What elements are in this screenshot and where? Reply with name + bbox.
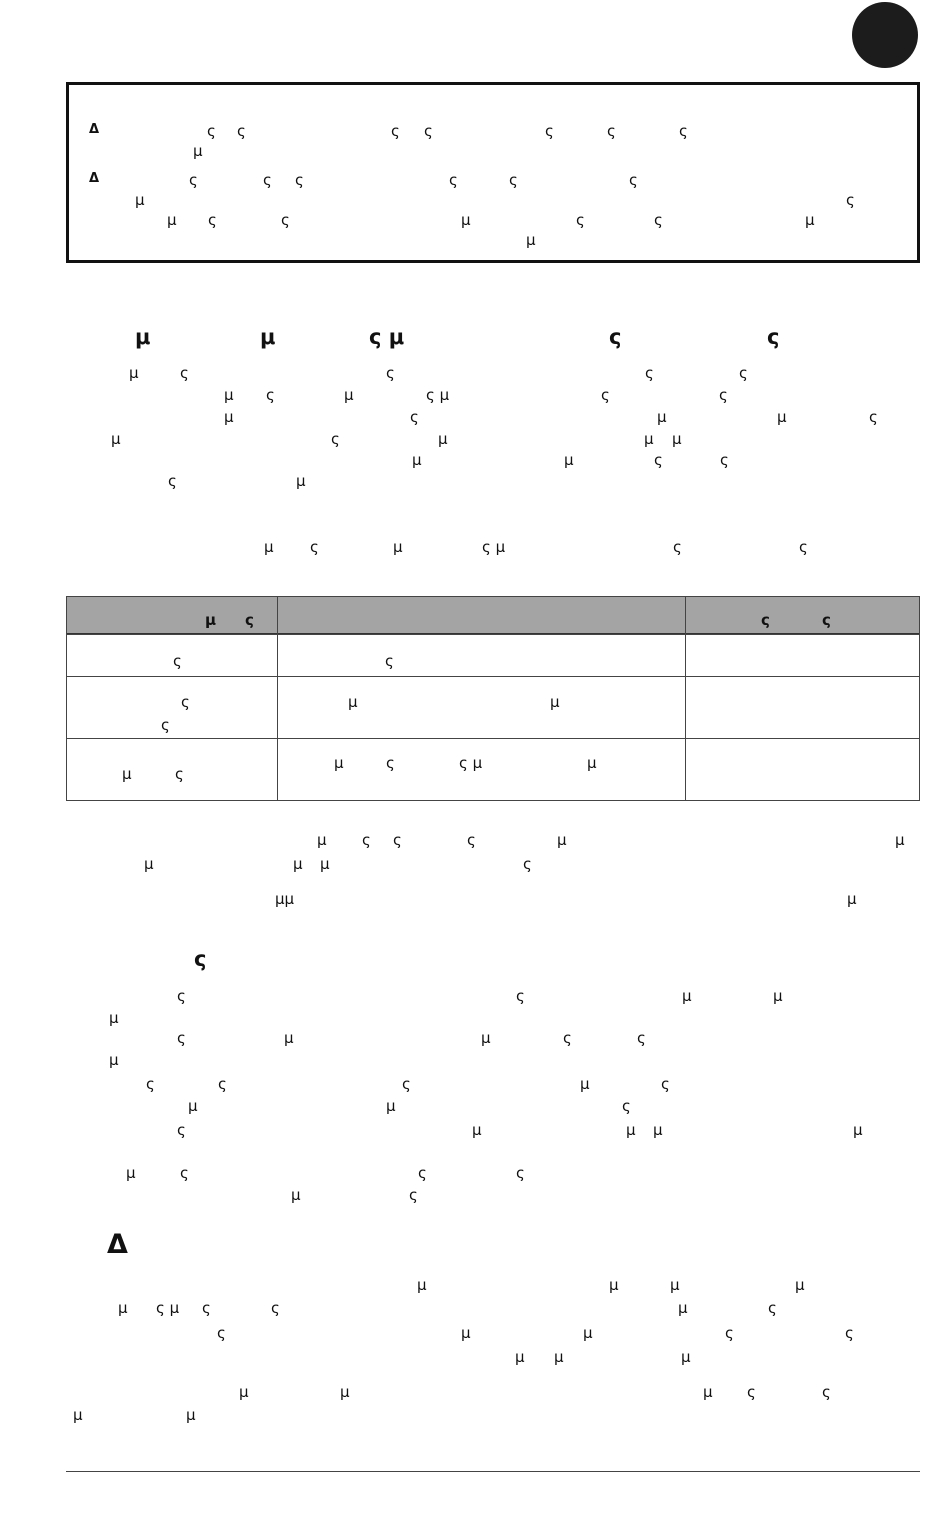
data-table [66,596,920,801]
table-border [66,634,920,635]
body-glyph: ς [177,1121,186,1139]
body-glyph: μ [340,1383,350,1401]
body-glyph: ς [180,364,189,382]
body-glyph: ς [601,386,610,404]
body-glyph: ς [177,987,186,1005]
body-glyph: μ [144,855,154,873]
body-glyph: μ [653,1121,663,1139]
body-glyph: ς μ [156,1299,180,1317]
notice-glyph: ς [207,122,216,140]
body-glyph: μ [795,1276,805,1294]
body-glyph: μ [224,386,234,404]
body-glyph: ς [661,1075,670,1093]
body-glyph: μ [682,987,692,1005]
table-cell-glyph: μ [348,693,358,711]
footer-rule [66,1471,920,1472]
body-glyph: ς [177,1029,186,1047]
section2-heading: ς [194,947,207,971]
body-glyph: μ [111,430,121,448]
body-glyph: μ [580,1075,590,1093]
notice-glyph: ς [189,171,198,189]
body-glyph: ς [418,1164,427,1182]
body-glyph: μ [264,538,274,556]
table-border [919,596,920,801]
body-glyph: μ [847,890,857,908]
notice-glyph: ς [424,122,433,140]
body-glyph: μ [393,538,403,556]
body-glyph: ς [331,430,340,448]
body-glyph: μ [895,831,905,849]
body-glyph: ς [202,1299,211,1317]
notice-glyph: ς [509,171,518,189]
notice-glyph: ς [607,122,616,140]
section1-heading-glyph: ς μ [369,325,405,349]
notice-glyph: ς [629,171,638,189]
page-badge-circle [852,2,918,68]
body-glyph: ς [645,364,654,382]
body-glyph: μ [239,1383,249,1401]
body-glyph: μ [472,1121,482,1139]
body-glyph: μ [73,1406,83,1424]
body-glyph: μ [109,1051,119,1069]
body-glyph: ς [410,408,419,426]
body-glyph: μ [609,1276,619,1294]
table-header-glyph: ς [761,611,770,629]
body-glyph: μ [461,1324,471,1342]
table-cell-glyph: ς [173,652,182,670]
body-glyph: ς [168,472,177,490]
body-glyph: μ [344,386,354,404]
notice-glyph: Δ [89,171,100,186]
body-glyph: μ [224,408,234,426]
body-glyph: μ [386,1097,396,1115]
notice-glyph: ς [576,211,585,229]
body-glyph: ς μ [426,386,450,404]
table-header-glyph: μ [205,611,217,629]
section1-heading-glyph: ς [609,325,622,349]
body-glyph: μ [670,1276,680,1294]
table-border [685,596,686,801]
body-glyph: μ [438,430,448,448]
notice-glyph: ς [208,211,217,229]
body-glyph: μ [291,1186,301,1204]
table-border [277,596,278,801]
body-glyph: μ [515,1348,525,1366]
table-header-glyph: ς [822,611,831,629]
body-glyph: μ [293,855,303,873]
body-glyph: ς [822,1383,831,1401]
table-border [66,676,920,677]
table-header-row [66,596,920,634]
body-glyph: ς [217,1324,226,1342]
table-cell-glyph: ς [161,716,170,734]
notice-glyph: μ [193,142,203,160]
body-glyph: ς [637,1029,646,1047]
section3-heading: Δ [107,1229,128,1260]
body-glyph: μ [557,831,567,849]
body-glyph: μ [186,1406,196,1424]
body-glyph: ς [180,1164,189,1182]
section1-heading-glyph: ς [767,325,780,349]
body-glyph: ς [563,1029,572,1047]
body-glyph: μ [188,1097,198,1115]
body-glyph: μ [583,1324,593,1342]
body-glyph: μ [412,451,422,469]
body-glyph: ς [362,831,371,849]
body-glyph: ς [719,386,728,404]
body-glyph: ς [467,831,476,849]
table-border [66,800,920,801]
body-glyph: μ [777,408,787,426]
body-glyph: μ [672,430,682,448]
body-glyph: ς [523,855,532,873]
body-glyph: ς [747,1383,756,1401]
body-glyph: μ [626,1121,636,1139]
body-glyph: ς μ [482,538,506,556]
body-glyph: μ [678,1299,688,1317]
notice-glyph: μ [135,191,145,209]
notice-glyph: Δ [89,122,100,137]
table-cell-glyph: ς [386,754,395,772]
table-border [66,596,920,597]
body-glyph: ς [768,1299,777,1317]
body-glyph: μ [481,1029,491,1047]
body-glyph: ς [516,987,525,1005]
body-glyph: μ [109,1009,119,1027]
notice-glyph: ς [391,122,400,140]
section1-heading-glyph: μ [260,325,276,349]
body-glyph: μ [554,1348,564,1366]
notice-glyph: μ [805,211,815,229]
body-glyph: μ [644,430,654,448]
notice-glyph: ς [654,211,663,229]
body-glyph: ς [725,1324,734,1342]
notice-glyph: ς [263,171,272,189]
table-cell-glyph: μ [550,693,560,711]
body-glyph: μ [317,831,327,849]
body-glyph: ς [845,1324,854,1342]
notice-glyph: μ [461,211,471,229]
notice-glyph: ς [281,211,290,229]
body-glyph: μ [284,1029,294,1047]
body-glyph: ς [516,1164,525,1182]
body-glyph: μ [296,472,306,490]
body-glyph: μ [118,1299,128,1317]
body-glyph: ς [409,1186,418,1204]
body-glyph: μ [853,1121,863,1139]
table-cell-glyph: ς [181,693,190,711]
notice-glyph: ς [679,122,688,140]
body-glyph: ς [146,1075,155,1093]
body-glyph: ς [720,451,729,469]
body-glyph: μ [657,408,667,426]
notice-glyph: μ [167,211,177,229]
body-glyph: ς [218,1075,227,1093]
notice-glyph: ς [449,171,458,189]
notice-glyph: ς [295,171,304,189]
table-border [66,738,920,739]
notice-glyph: μ [526,231,536,249]
body-glyph: μ [564,451,574,469]
body-glyph: ς [271,1299,280,1317]
table-cell-glyph: μ [587,754,597,772]
body-glyph: ς [654,451,663,469]
table-cell-glyph: ς [385,652,394,670]
body-glyph: μ [703,1383,713,1401]
body-glyph: μ [320,855,330,873]
body-glyph: μ [681,1348,691,1366]
body-glyph: ς [393,831,402,849]
table-border [66,596,67,801]
body-glyph: ς [673,538,682,556]
body-glyph: ς [739,364,748,382]
body-glyph: ς [402,1075,411,1093]
body-glyph: ς [799,538,808,556]
table-header-glyph: ς [245,611,254,629]
body-glyph: ς [310,538,319,556]
body-glyph: μ [417,1276,427,1294]
table-cell-glyph: ς [175,765,184,783]
notice-glyph: ς [237,122,246,140]
body-glyph: μμ [275,890,295,908]
body-glyph: ς [266,386,275,404]
table-cell-glyph: ς μ [459,754,483,772]
notice-glyph: ς [846,191,855,209]
notice-glyph: ς [545,122,554,140]
body-glyph: ς [869,408,878,426]
body-glyph: μ [773,987,783,1005]
body-glyph: ς [622,1097,631,1115]
body-glyph: μ [129,364,139,382]
section1-heading-glyph: μ [135,325,151,349]
body-glyph: μ [126,1164,136,1182]
table-cell-glyph: μ [122,765,132,783]
body-glyph: ς [386,364,395,382]
table-cell-glyph: μ [334,754,344,772]
